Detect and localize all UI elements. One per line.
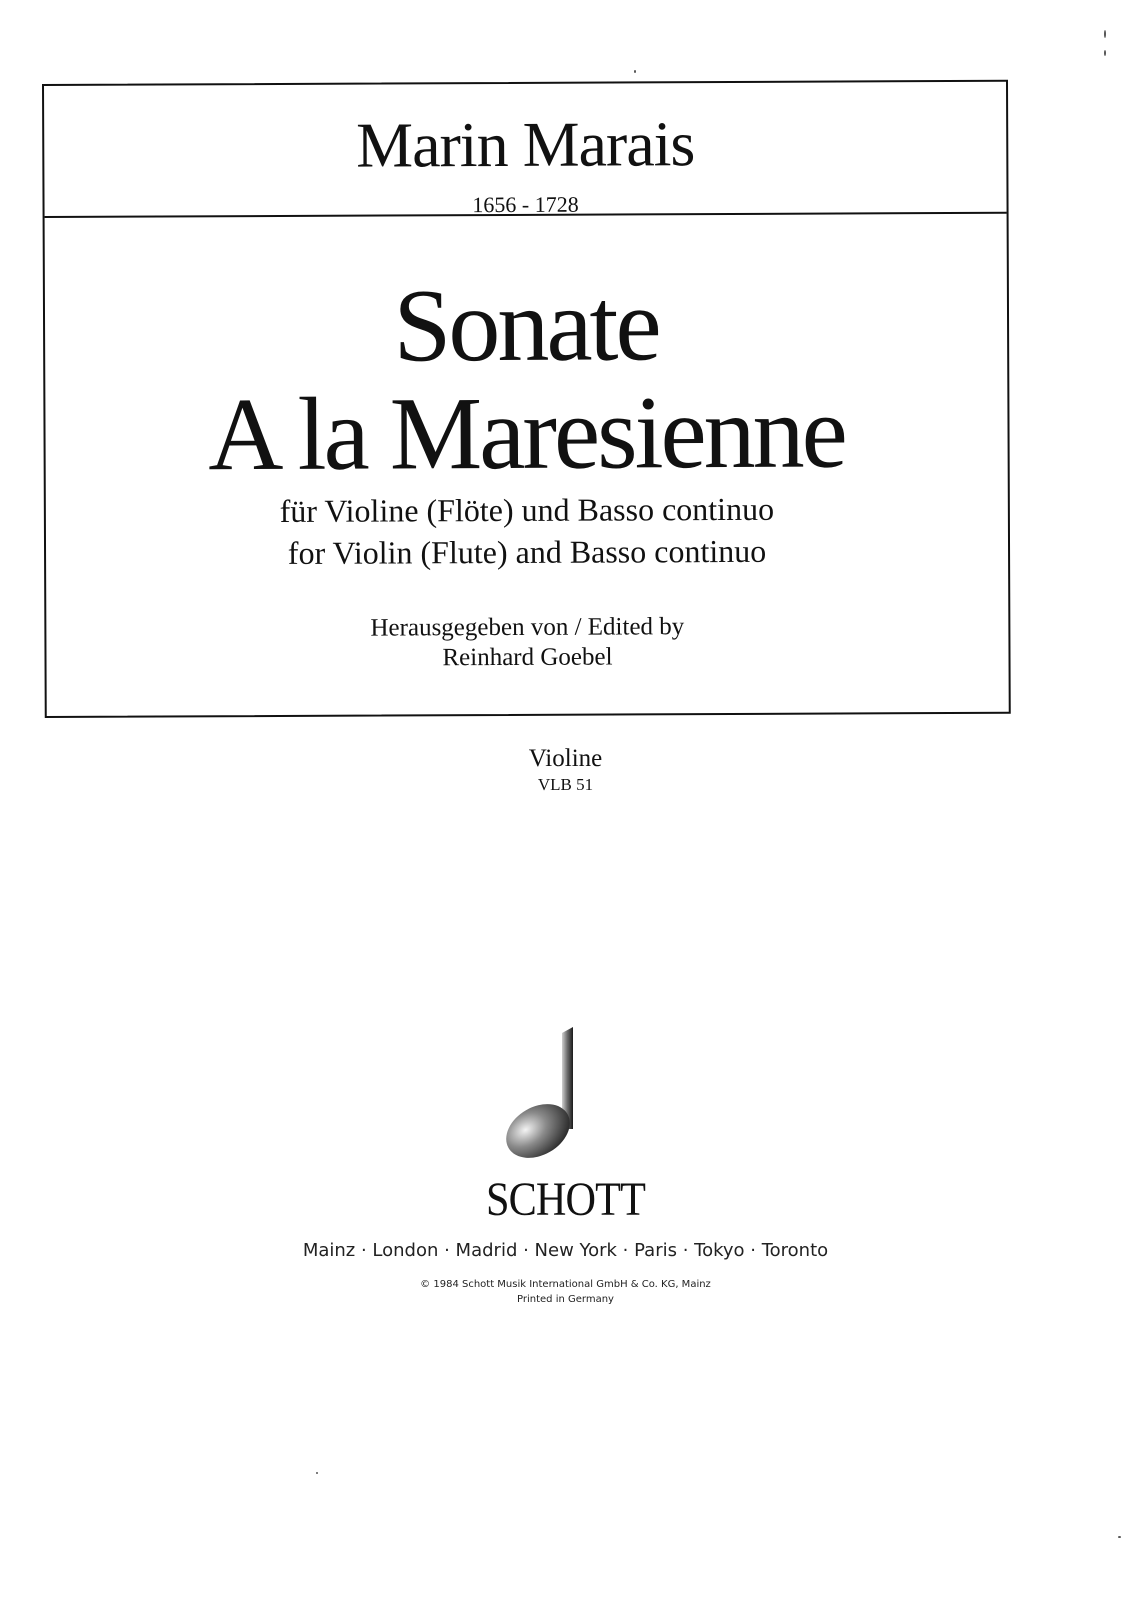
work-title-line1: Sonate (393, 267, 659, 384)
scan-speck (1104, 50, 1106, 56)
editor-name: Reinhard Goebel (442, 643, 613, 672)
scan-speck (634, 70, 636, 73)
copyright-notice: © 1984 Schott Musik International GmbH & Co. KG, Mainz (420, 1279, 711, 1290)
publisher-cities: Mainz · London · Madrid · New York · Paris · Tokyo · Toronto (302, 1240, 829, 1261)
part-name: Violine (528, 745, 603, 772)
composer-dates: 1656 - 1728 (472, 191, 579, 218)
instrumentation-german: für Violine (Flöte) und Basso continuo (279, 490, 775, 529)
catalog-number: VLB 51 (537, 775, 594, 794)
editor-label: Herausgegeben von / Edited by (370, 613, 685, 642)
composer-name: Marin Marais (356, 108, 695, 181)
scan-speck (1104, 30, 1106, 38)
work-title-line2: A la Maresienne (208, 374, 846, 493)
title-box (42, 80, 1011, 718)
scan-speck (1118, 1536, 1121, 1538)
publisher-name: SCHOTT (485, 1173, 646, 1226)
quarter-note-icon (490, 1025, 590, 1175)
printed-notice: Printed in Germany (517, 1294, 614, 1305)
instrumentation-english: for Violin (Flute) and Basso continuo (287, 532, 767, 571)
scan-speck (316, 1472, 318, 1474)
